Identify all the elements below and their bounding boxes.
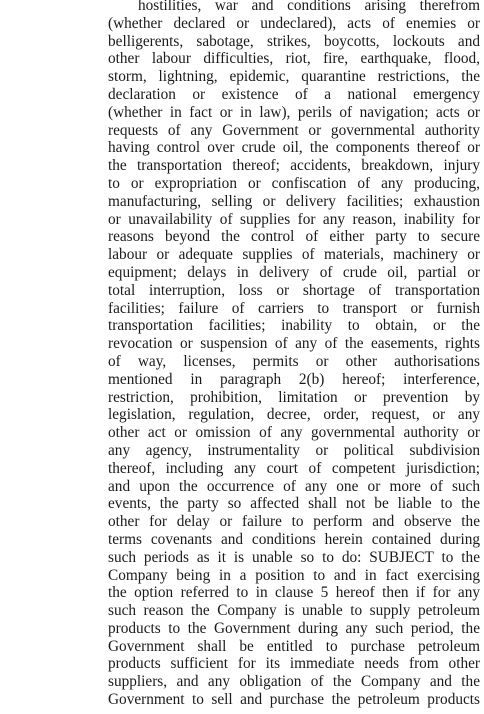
text-line: legislation, regulation, decree, order, request, or any [108, 406, 480, 424]
text-line: transportation facilities; inability to obtain, or the [108, 317, 480, 335]
text-line: facilities; failure of carriers to transport or furnish [108, 299, 480, 317]
text-line: to or expropriation or confiscation of any producing, [108, 174, 480, 192]
text-line: such periods as it is unable so to do: SUBJECT to the [108, 548, 480, 566]
text-line: suppliers, and any obligation of the Company and the [108, 673, 480, 691]
text-line: the transportation thereof; accidents, breakdown, injury [108, 157, 480, 175]
text-line: products sufficient for its immediate needs from other [108, 655, 480, 673]
text-line: such reason the Company is unable to supply petroleum [108, 602, 480, 620]
text-line: terms covenants and conditions herein contained during [108, 530, 480, 548]
text-line: or unavailability of supplies for any reason, inability for [108, 210, 480, 228]
text-line: Government to sell and purchase the petroleum products [108, 691, 480, 709]
text-line: revocation or suspension of any of the easements, rights [108, 335, 480, 353]
text-line: manufacturing, selling or delivery facilities; exhaustion [108, 192, 480, 210]
text-line: events, the party so affected shall not be liable to the [108, 495, 480, 513]
text-line: other act or omission of any governmental authority or [108, 424, 480, 442]
text-line: any agency, instrumentality or political subdivision [108, 441, 480, 459]
text-line: total interruption, loss or shortage of transportation [108, 281, 480, 299]
text-line: restriction, prohibition, limitation or prevention by [108, 388, 480, 406]
text-line: of way, licenses, permits or other authorisations [108, 352, 480, 370]
text-line: hostilities, war and conditions arising therefrom [138, 0, 480, 14]
text-line: Government shall be entitled to purchase petroleum [108, 637, 480, 655]
text-line: declaration or existence of a national emergency [108, 85, 480, 103]
text-line: reasons beyond the control of either party to secure [108, 228, 480, 246]
text-line: equipment; delays in delivery of crude oil, partial or [108, 263, 480, 281]
text-line: having control over crude oil, the components thereof or [108, 139, 480, 157]
text-line: the option referred to in clause 5 hereof then if for any [108, 584, 480, 602]
text-line: products to the Government during any such period, the [108, 619, 480, 637]
text-line: belligerents, sabotage, strikes, boycotts, lockouts and [108, 32, 480, 50]
text-line: mentioned in paragraph 2(b) hereof; interference, [108, 370, 480, 388]
text-line: thereof, including any court of competent jurisdiction; [108, 459, 480, 477]
text-line: other labour difficulties, riot, fire, earthquake, flood, [108, 50, 480, 68]
text-line: (whether in fact or in law), perils of navigation; acts or [108, 103, 480, 121]
text-line: other for delay or failure to perform and observe the [108, 513, 480, 531]
body-text [108, 0, 480, 709]
text-line: requests of any Government or governmental authority [108, 121, 480, 139]
text-line: Company being in a position to and in fact exercising [108, 566, 480, 584]
text-line: storm, lightning, epidemic, quarantine restrictions, the [108, 68, 480, 86]
text-line: (whether declared or undeclared), acts of enemies or [108, 14, 480, 32]
text-line: labour or adequate supplies of materials, machinery or [108, 246, 480, 264]
text-line: and upon the occurrence of any one or more of such [108, 477, 480, 495]
